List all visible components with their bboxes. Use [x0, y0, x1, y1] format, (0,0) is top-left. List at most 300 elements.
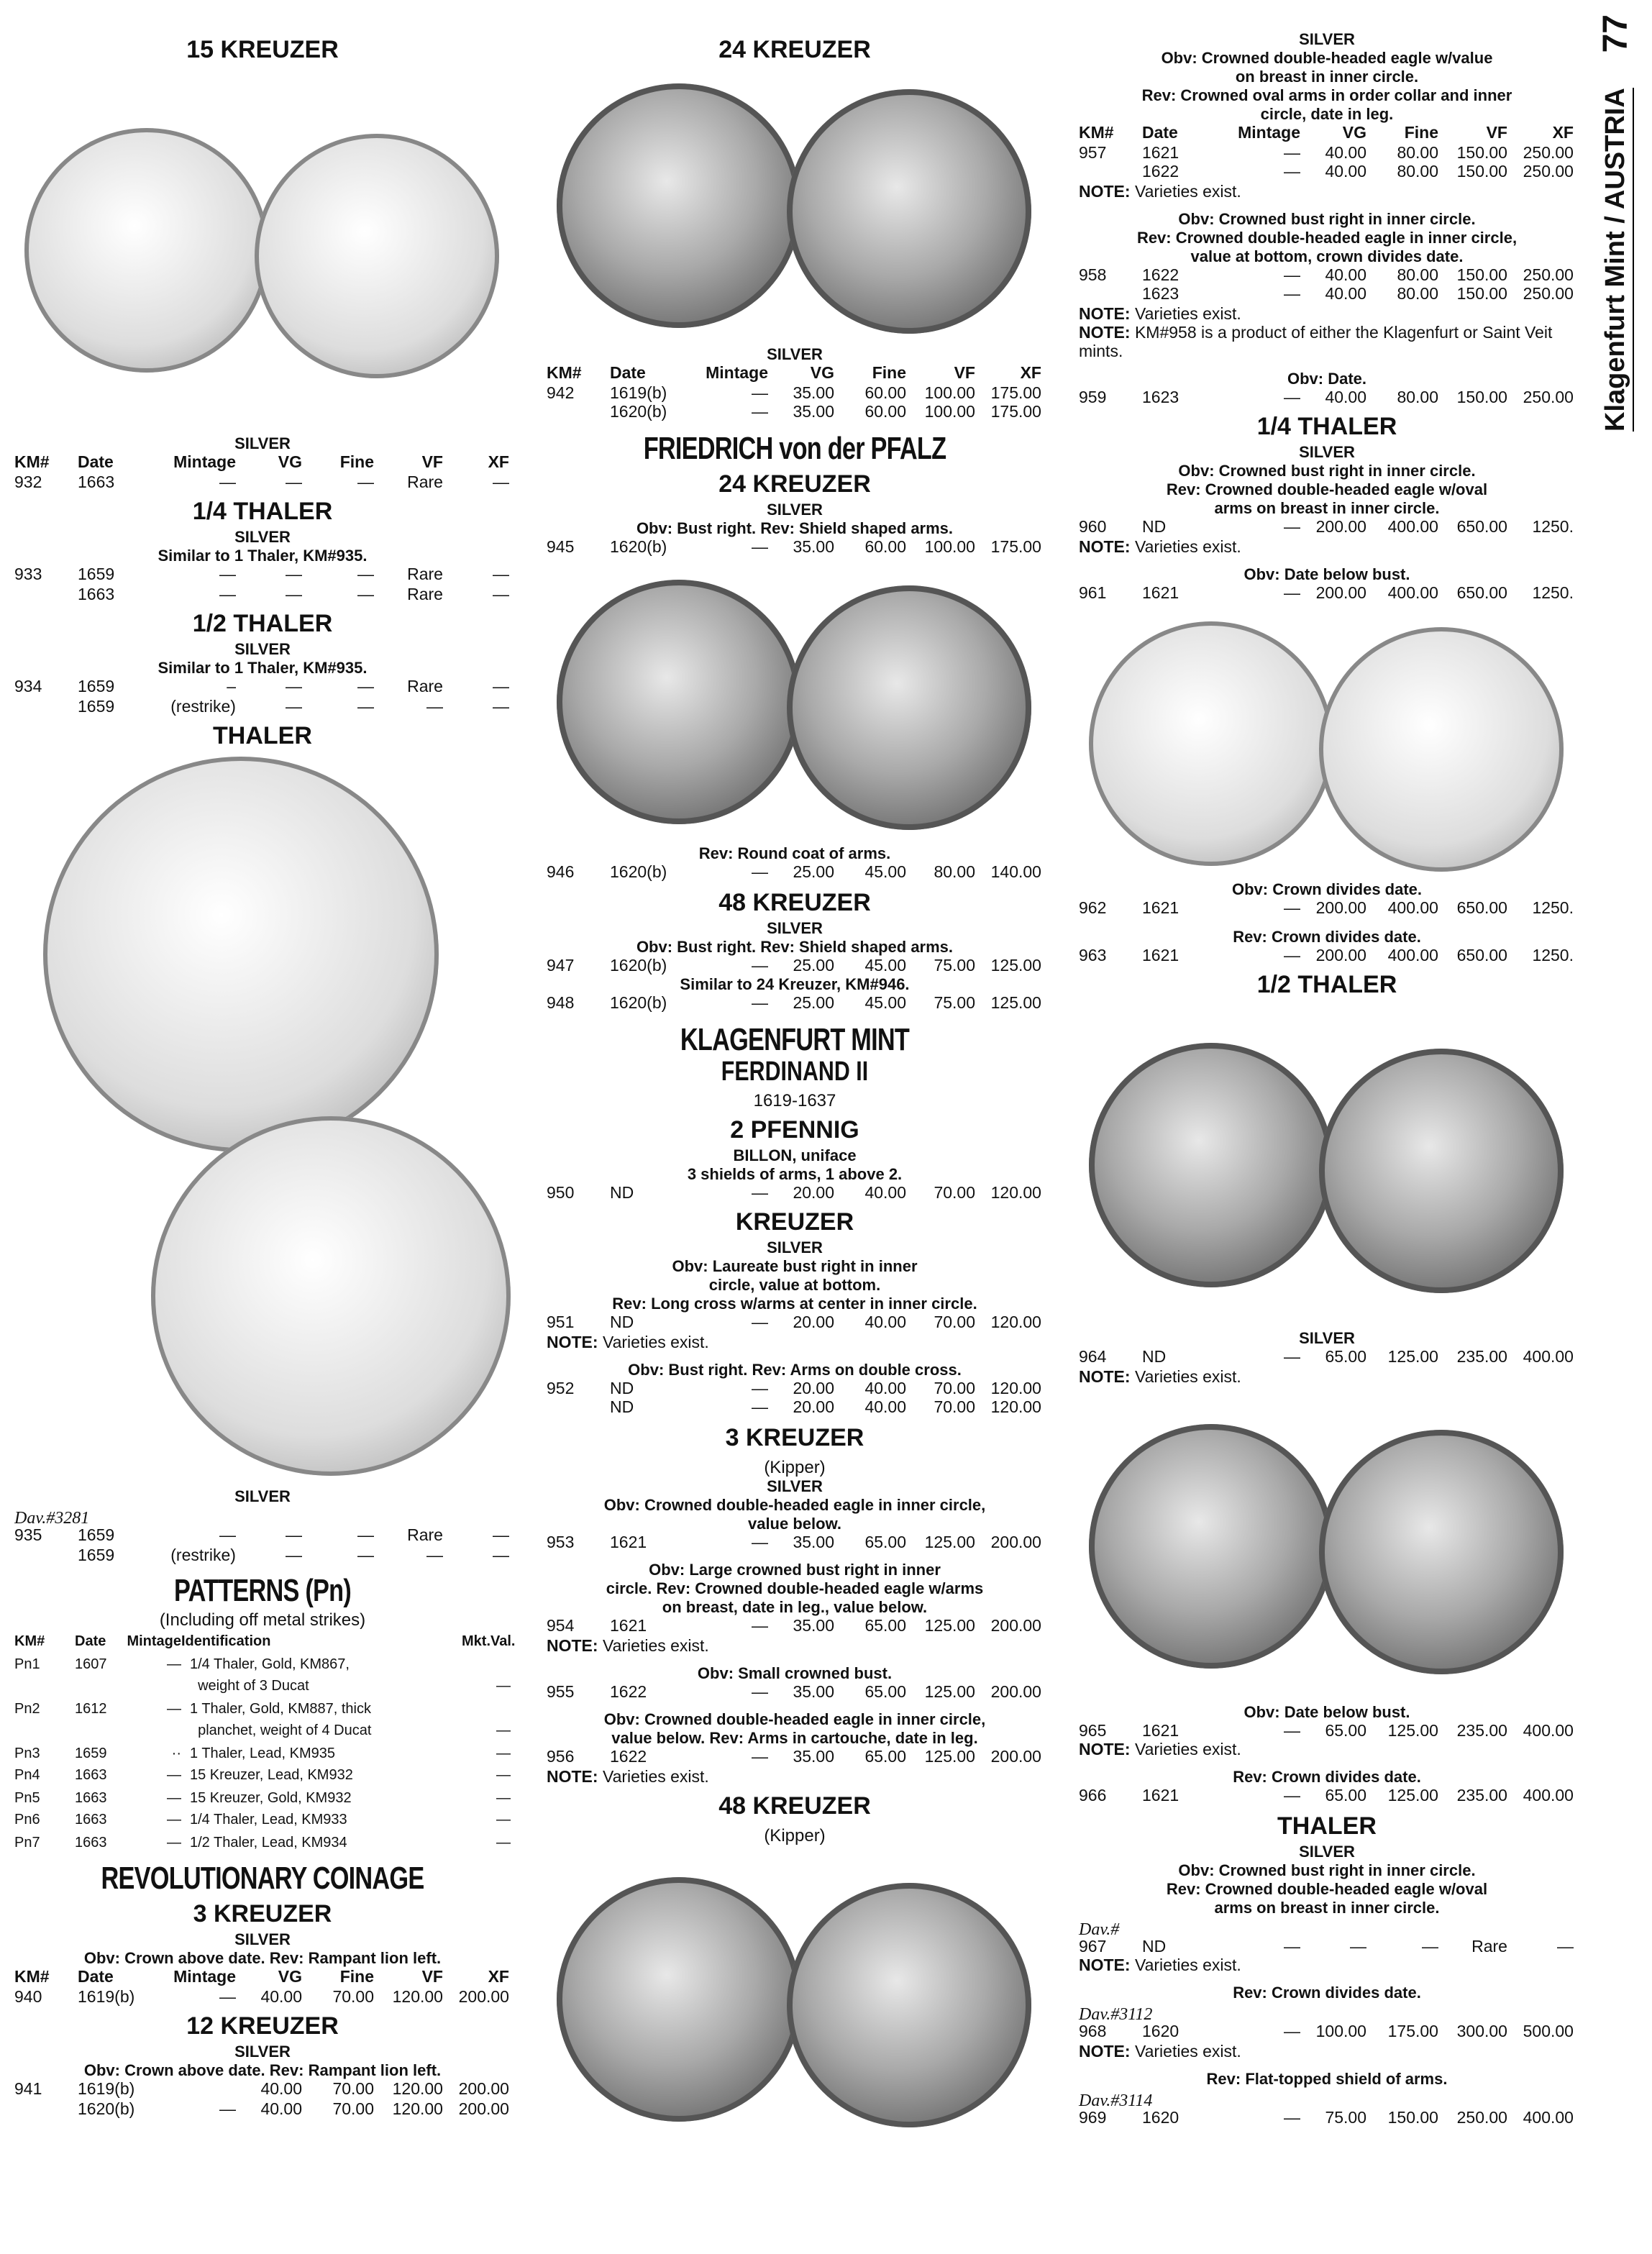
- table-cell: 967: [1079, 1938, 1107, 1956]
- table-cell: 45.00: [864, 995, 906, 1013]
- description: on breast in inner circle.: [1235, 69, 1419, 86]
- coin-photo: [547, 1852, 1043, 2147]
- table-row: [14, 1698, 511, 1720]
- table-row: [14, 474, 511, 493]
- table-row: [1079, 519, 1575, 539]
- table-cell: —: [286, 586, 302, 603]
- table-cell: 70.00: [332, 2101, 374, 2118]
- table-cell: 65.00: [864, 1618, 906, 1635]
- denomination-heading: 3 KREUZER: [725, 1423, 864, 1451]
- table-cell: 35.00: [793, 1534, 834, 1551]
- table-row: [1079, 900, 1575, 920]
- table-cell: —: [1284, 2024, 1300, 2041]
- table-cell: Mintage: [127, 1634, 181, 1650]
- table-row: [1079, 1788, 1575, 1807]
- note-text: Varieties exist.: [1130, 2043, 1241, 2061]
- table-cell: Fine: [339, 455, 374, 472]
- denomination-heading: 48 KREUZER: [718, 1792, 871, 1819]
- table-cell: 1620(b): [78, 2101, 135, 2118]
- table-row: [14, 1832, 511, 1854]
- spacer: [547, 1553, 1043, 1562]
- table-cell: 250.00: [1523, 145, 1574, 162]
- table-row: [547, 957, 1043, 977]
- table-cell: —: [496, 1723, 511, 1739]
- table-cell: Fine: [1404, 125, 1438, 142]
- table-cell: KM#: [1079, 125, 1114, 142]
- note: [547, 1769, 1043, 1787]
- table-cell: 120.00: [392, 2081, 443, 2099]
- table-row: [14, 567, 511, 586]
- table-cell: 400.00: [1523, 2109, 1574, 2127]
- table-row: [14, 1528, 511, 1547]
- table-row: [1079, 2109, 1575, 2129]
- table-cell: XF: [488, 1969, 509, 1986]
- table-cell: 400.00: [1523, 1349, 1574, 1366]
- description: Obv: Large crowned bust right in inner: [649, 1562, 941, 1579]
- table-row: [14, 2081, 511, 2101]
- table-cell: Date: [78, 1969, 114, 1986]
- section-title: Klagenfurt Mint / AUSTRIA: [1600, 88, 1633, 432]
- table-cell: 963: [1079, 947, 1107, 964]
- table-cell: 945: [547, 539, 575, 556]
- description: SILVER: [767, 1478, 823, 1495]
- table-cell: —: [496, 1768, 511, 1784]
- table-cell: —: [219, 474, 236, 491]
- table-cell: —: [357, 1547, 374, 1564]
- davenport-number: Dav.#: [1079, 1918, 1120, 1938]
- table-cell: —: [496, 1790, 511, 1806]
- table-cell: —: [286, 1547, 302, 1564]
- table-row: [14, 1787, 511, 1810]
- coin-photo: [14, 757, 511, 1483]
- spacer: [1079, 362, 1575, 370]
- table-cell: 1250.: [1532, 947, 1574, 964]
- coin-photo: [14, 70, 511, 430]
- denomination-heading: 1/4 THALER: [192, 498, 333, 525]
- table-row: [14, 1676, 511, 1698]
- table-cell: 500.00: [1523, 2024, 1574, 2041]
- table-cell: [75, 1720, 124, 1743]
- note-label: NOTE:: [1079, 539, 1131, 556]
- spacer: [1079, 1976, 1575, 1985]
- note: [1079, 324, 1575, 362]
- table-cell: 40.00: [1325, 164, 1366, 181]
- description: Obv: Laureate bust right in inner: [672, 1259, 918, 1276]
- table-cell: 1 Thaler, Lead, KM935: [190, 1746, 335, 1761]
- description: arms on breast in inner circle.: [1214, 1899, 1440, 1917]
- coin-photo: [1079, 1005, 1575, 1325]
- coin-image: [557, 580, 801, 824]
- description: on breast, date in leg., value below.: [662, 1600, 928, 1617]
- table-cell: planchet, weight of 4 Ducat: [190, 1723, 372, 1739]
- table-cell: 933: [14, 567, 42, 584]
- table-row: [14, 698, 511, 718]
- table-cell: Pn1: [14, 1656, 40, 1672]
- table-cell: —: [752, 995, 768, 1013]
- table-cell: 200.00: [990, 1684, 1041, 1701]
- note-text: Varieties exist.: [1130, 539, 1241, 556]
- note-text: Varieties exist.: [1130, 1369, 1241, 1386]
- description: circle. Rev: Crowned double-headed eagle w/arms: [606, 1581, 984, 1598]
- table-row: [547, 404, 1043, 424]
- table-cell: 235.00: [1456, 1788, 1507, 1805]
- description: Rev: Crown divides date.: [1233, 928, 1421, 946]
- table-cell: 35.00: [793, 385, 834, 402]
- description: Rev: Long cross w/arms at center in inner circle.: [612, 1296, 977, 1313]
- table-cell: 65.00: [1325, 1788, 1366, 1805]
- table-cell: —: [493, 586, 509, 603]
- table-cell: —: [426, 698, 443, 716]
- spacer: [1079, 557, 1575, 566]
- denomination-heading: 3 KREUZER: [193, 1900, 332, 1927]
- spacer: [1079, 2062, 1575, 2071]
- table-cell: 125.00: [1387, 1349, 1438, 1366]
- table-cell: 200.00: [1315, 947, 1366, 964]
- table-cell: 942: [547, 385, 575, 402]
- description: Obv: Crowned bust right in inner circle.: [1178, 211, 1476, 228]
- table-row: [14, 1810, 511, 1832]
- table-cell: —: [1422, 1938, 1438, 1956]
- table-cell: [124, 1676, 181, 1698]
- table-cell: 1663: [78, 586, 115, 603]
- table-cell: Fine: [872, 365, 906, 383]
- table-cell: 1659: [75, 1746, 107, 1761]
- table-cell: 250.00: [1523, 164, 1574, 181]
- table-cell: 1623: [1142, 389, 1179, 406]
- section-heading: REVOLUTIONARY COINAGE: [101, 1860, 424, 1896]
- note-label: NOTE:: [547, 1334, 598, 1351]
- table-cell: —: [493, 474, 509, 491]
- coin-image: [787, 89, 1031, 334]
- denomination-heading: 1/2 THALER: [1256, 971, 1397, 998]
- table-cell: 1621: [1142, 900, 1179, 918]
- table-cell: Mintage: [173, 455, 236, 472]
- column-middle: [547, 32, 1043, 2153]
- table-cell: [14, 1676, 75, 1698]
- table-cell: —: [496, 1835, 511, 1851]
- table-cell: 935: [14, 1528, 42, 1545]
- table-cell: 45.00: [864, 864, 906, 882]
- table-cell: 150.00: [1456, 164, 1507, 181]
- denomination-heading: 24 KREUZER: [718, 36, 871, 63]
- table-cell: 35.00: [793, 1749, 834, 1766]
- table-cell: 1620(b): [610, 957, 667, 975]
- table-cell: 1623: [1142, 286, 1179, 304]
- table-cell: —: [752, 1315, 768, 1332]
- coin-image: [787, 1883, 1031, 2127]
- table-cell: 120.00: [990, 1185, 1041, 1202]
- table-cell: 65.00: [864, 1684, 906, 1701]
- table-row: [14, 1989, 511, 2008]
- table-cell: —: [219, 1989, 236, 2006]
- note-label: NOTE:: [547, 1769, 598, 1786]
- table-cell: Rare: [407, 679, 443, 696]
- table-row: [14, 586, 511, 606]
- note: [1079, 1958, 1575, 1976]
- table-cell: 1663: [78, 474, 115, 491]
- coin-image: [43, 757, 439, 1152]
- table-cell: (restrike): [170, 1547, 236, 1564]
- table-cell: [14, 1720, 75, 1743]
- coin-image: [1089, 621, 1333, 865]
- table-cell: —: [1284, 267, 1300, 284]
- table-cell: 1620(b): [610, 404, 667, 421]
- table-cell: 1622: [610, 1684, 647, 1701]
- description: SILVER: [234, 1489, 291, 1506]
- table-cell: —: [752, 1380, 768, 1397]
- coin-image: [557, 1877, 801, 2122]
- description: Obv: Crowned double-headed eagle w/value: [1161, 50, 1493, 68]
- table-cell: 200.00: [1315, 519, 1366, 537]
- table-cell: —: [1284, 389, 1300, 406]
- denomination-heading: KREUZER: [735, 1208, 854, 1236]
- section-heading: FRIEDRICH von der PFALZ: [643, 429, 946, 465]
- coin-image: [557, 83, 801, 328]
- table-cell: 80.00: [934, 864, 975, 882]
- table-cell: 25.00: [793, 957, 834, 975]
- table-cell: 947: [547, 957, 575, 975]
- description: value below.: [747, 1515, 841, 1533]
- description: Rev: Flat-topped shield of arms.: [1206, 2071, 1448, 2088]
- table-cell: —: [496, 1746, 511, 1761]
- table-cell: 400.00: [1387, 947, 1438, 964]
- table-cell: —: [752, 864, 768, 882]
- table-cell: Pn3: [14, 1746, 40, 1761]
- table-cell: 250.00: [1456, 2109, 1507, 2127]
- subheading: (Kipper): [764, 1825, 826, 1845]
- table-cell: 1659: [78, 1547, 115, 1564]
- description: SILVER: [1299, 32, 1355, 49]
- table-cell: —: [357, 1528, 374, 1545]
- table-cell: 961: [1079, 585, 1107, 602]
- davenport-number: Dav.#3281: [14, 1507, 90, 1528]
- description: SILVER: [1299, 1331, 1355, 1348]
- table-cell: VF: [1486, 125, 1507, 142]
- table-cell: —: [167, 1656, 181, 1672]
- table-cell: ··: [171, 1746, 181, 1761]
- table-cell: Date: [78, 455, 114, 472]
- description: Obv: Crown divides date.: [1231, 882, 1423, 899]
- table-cell: —: [219, 1528, 236, 1545]
- table-cell: ND: [610, 1185, 634, 1202]
- spacer: [1079, 920, 1575, 928]
- table-cell: —: [357, 586, 374, 603]
- note: [1079, 1742, 1575, 1761]
- table-cell: 100.00: [924, 385, 975, 402]
- table-cell: XF: [488, 455, 509, 472]
- table-cell: 100.00: [1315, 2024, 1366, 2041]
- table-cell: 1620: [1142, 2024, 1179, 2041]
- table-cell: —: [1284, 1938, 1300, 1956]
- table-cell: —: [752, 1400, 768, 1417]
- table-cell: 175.00: [990, 404, 1041, 421]
- description: value at bottom, crown divides date.: [1190, 248, 1464, 265]
- table-cell: 934: [14, 679, 42, 696]
- subheading: (Including off metal strikes): [159, 1610, 366, 1630]
- note-label: NOTE:: [1079, 183, 1131, 201]
- table-cell: —: [493, 698, 509, 716]
- table-cell: 175.00: [1387, 2024, 1438, 2041]
- column-right: [1079, 32, 1575, 2129]
- note-text: Varieties exist.: [598, 1638, 709, 1655]
- description: 3 shields of arms, 1 above 2.: [687, 1166, 903, 1183]
- table-cell: –: [227, 679, 236, 696]
- table-cell: 941: [14, 2081, 42, 2099]
- table-cell: 1612: [75, 1701, 107, 1717]
- table-cell: —: [167, 1812, 181, 1828]
- table-cell: 125.00: [924, 1534, 975, 1551]
- description: Obv: Bust right. Rev: Shield shaped arms.: [636, 939, 954, 956]
- description: Obv: Date below bust.: [1243, 566, 1410, 583]
- table-row: [14, 1720, 511, 1743]
- table-cell: 120.00: [990, 1380, 1041, 1397]
- table-cell: 70.00: [934, 1185, 975, 1202]
- description: Obv: Crown above date. Rev: Rampant lion left.: [83, 1950, 442, 1968]
- table-header: [14, 1631, 516, 1653]
- table-row: [1079, 585, 1575, 604]
- table-cell: VG: [810, 365, 834, 383]
- table-cell: 1250.: [1532, 585, 1574, 602]
- table-cell: 1619(b): [78, 1989, 135, 2006]
- table-cell: Mintage: [1238, 125, 1300, 142]
- coin-image: [24, 128, 269, 373]
- table-cell: ND: [610, 1315, 634, 1332]
- table-cell: 1621: [610, 1618, 647, 1635]
- table-header: [14, 455, 511, 474]
- description: value below. Rev: Arms in cartouche, date in leg.: [611, 1730, 978, 1748]
- table-cell: 65.00: [1325, 1723, 1366, 1740]
- table-row: [547, 1684, 1043, 1703]
- table-cell: —: [167, 1768, 181, 1784]
- table-cell: —: [752, 539, 768, 556]
- table-cell: Mkt.Val.: [462, 1634, 516, 1650]
- table-cell: 65.00: [864, 1749, 906, 1766]
- table-cell: [14, 2101, 78, 2120]
- table-cell: 70.00: [934, 1380, 975, 1397]
- table-cell: 175.00: [990, 385, 1041, 402]
- table-cell: 200.00: [990, 1534, 1041, 1551]
- table-cell: 400.00: [1523, 1788, 1574, 1805]
- table-row: [14, 1743, 511, 1765]
- table-cell: 100.00: [924, 404, 975, 421]
- table-cell: 964: [1079, 1349, 1107, 1366]
- table-cell: 650.00: [1456, 900, 1507, 918]
- description: SILVER: [234, 529, 291, 547]
- table-row: [547, 1400, 1043, 1419]
- coin-image: [1319, 1429, 1564, 1674]
- table-cell: 1620(b): [610, 864, 667, 882]
- table-cell: 1621: [1142, 1723, 1179, 1740]
- table-cell: 35.00: [793, 1618, 834, 1635]
- table-cell: 80.00: [1397, 145, 1438, 162]
- table-cell: 957: [1079, 145, 1107, 162]
- table-cell: VG: [1342, 125, 1366, 142]
- description: Obv: Crowned bust right in inner circle.: [1178, 463, 1476, 480]
- table-cell: 80.00: [1397, 286, 1438, 304]
- table-cell: 1663: [75, 1812, 107, 1828]
- table-row: [547, 1185, 1043, 1204]
- table-cell: 650.00: [1456, 519, 1507, 537]
- table-cell: 70.00: [332, 1989, 374, 2006]
- table-cell: 1659: [78, 567, 115, 584]
- table-cell: —: [752, 957, 768, 975]
- table-cell: 125.00: [990, 957, 1041, 975]
- table-cell: 20.00: [793, 1400, 834, 1417]
- table-cell: —: [426, 1547, 443, 1564]
- note-text: Varieties exist.: [598, 1769, 709, 1786]
- coin-image: [151, 1116, 511, 1476]
- table-cell: —: [752, 385, 768, 402]
- table-cell: —: [493, 679, 509, 696]
- table-row: [14, 1765, 511, 1787]
- table-cell: 1622: [1142, 267, 1179, 284]
- description: Rev: Crowned oval arms in order collar and inner: [1141, 88, 1512, 105]
- table-cell: 932: [14, 474, 42, 491]
- table-cell: —: [357, 474, 374, 491]
- note: [1079, 306, 1575, 324]
- description: circle, value at bottom.: [708, 1277, 881, 1295]
- table-cell: —: [167, 1701, 181, 1717]
- table-cell: —: [286, 679, 302, 696]
- description: Rev: Crown divides date.: [1233, 1985, 1421, 2002]
- denomination-heading: THALER: [213, 722, 312, 749]
- table-cell: KM#: [14, 1969, 50, 1986]
- table-row: [1079, 1938, 1575, 1958]
- table-cell: 200.00: [458, 2101, 509, 2118]
- table-cell: 25.00: [793, 864, 834, 882]
- table-cell: Pn7: [14, 1835, 40, 1851]
- coin-photo: [547, 70, 1043, 341]
- table-cell: Rare: [1471, 1938, 1507, 1956]
- table-cell: —: [219, 567, 236, 584]
- table-cell: XF: [1020, 365, 1041, 383]
- spacer: [1079, 202, 1575, 211]
- table-cell: —: [1284, 164, 1300, 181]
- davenport-number: Dav.#3112: [1079, 2004, 1153, 2024]
- table-cell: KM#: [14, 455, 50, 472]
- table-cell: 1620(b): [610, 539, 667, 556]
- table-cell: Fine: [339, 1969, 374, 1986]
- table-cell: —: [752, 1749, 768, 1766]
- spacer: [547, 1353, 1043, 1361]
- description: SILVER: [234, 2044, 291, 2061]
- description: Rev: Crowned double-headed eagle in inner circle,: [1136, 229, 1518, 247]
- table-cell: ND: [610, 1400, 634, 1417]
- table-cell: 40.00: [1325, 286, 1366, 304]
- table-cell: [14, 698, 78, 718]
- table-cell: Date: [1142, 125, 1178, 142]
- table-cell: —: [286, 567, 302, 584]
- coin-image: [1089, 1423, 1333, 1668]
- table-cell: 140.00: [990, 864, 1041, 882]
- coin-image: [787, 585, 1031, 830]
- description: Obv: Crowned double-headed eagle in inner circle,: [603, 1712, 986, 1729]
- table-row: [14, 1653, 511, 1676]
- table-row: [1079, 286, 1575, 306]
- table-cell: VF: [954, 365, 975, 383]
- description: Obv: Crowned double-headed eagle in inner circle,: [603, 1497, 986, 1514]
- table-cell: 150.00: [1456, 145, 1507, 162]
- table-cell: —: [1284, 1723, 1300, 1740]
- table-cell: 175.00: [990, 539, 1041, 556]
- table-cell: —: [1284, 286, 1300, 304]
- table-row: [1079, 947, 1575, 967]
- table-cell: Identification: [181, 1634, 271, 1650]
- denomination-heading: 1/2 THALER: [192, 610, 333, 637]
- table-cell: —: [1284, 1349, 1300, 1366]
- denomination-heading: 24 KREUZER: [718, 470, 871, 497]
- denomination-heading: 15 KREUZER: [186, 36, 339, 63]
